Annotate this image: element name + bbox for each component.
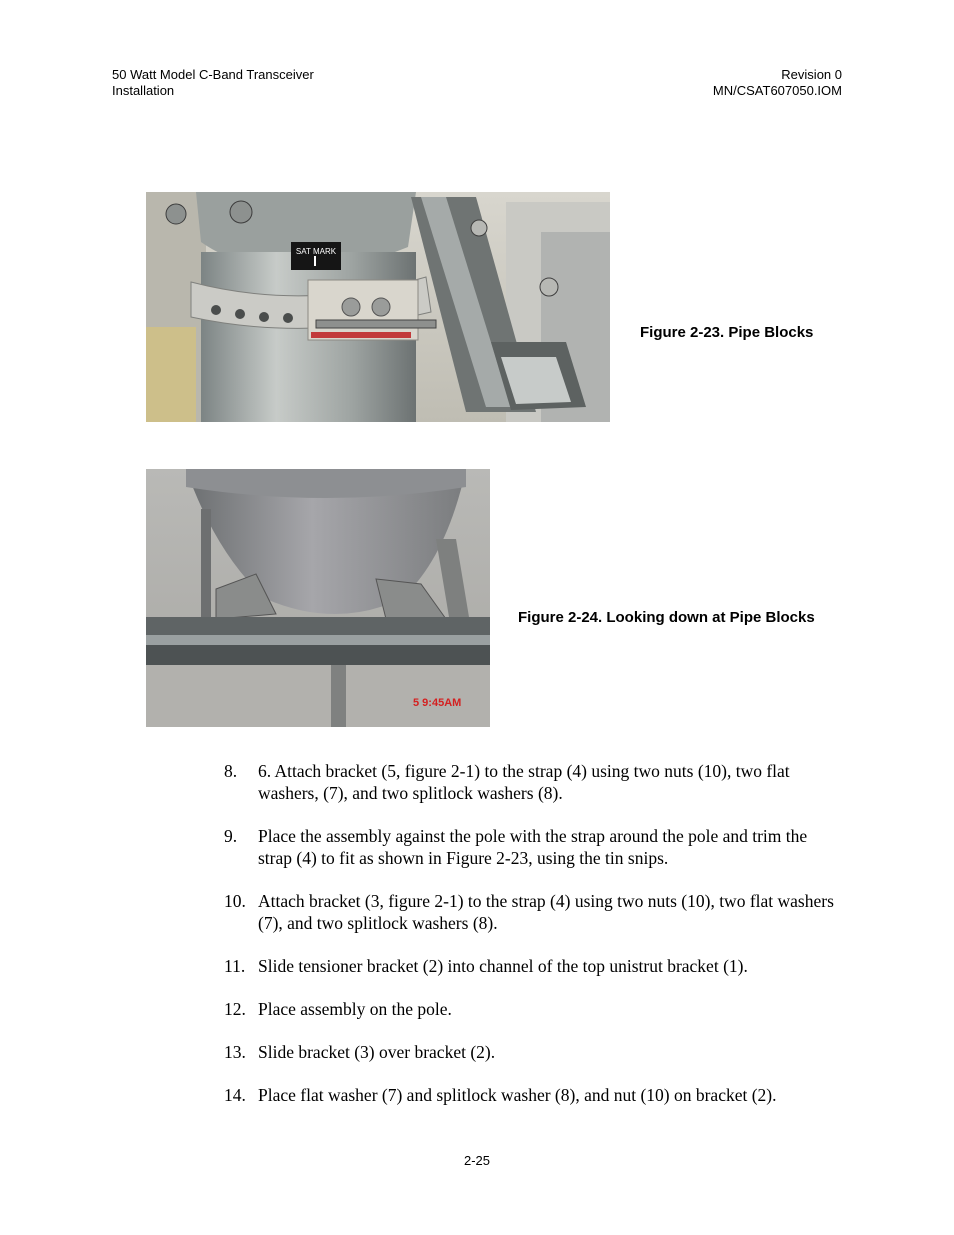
step-text: Place assembly on the pole. [258, 999, 452, 1019]
timestamp-label: 5 9:45AM [413, 697, 462, 709]
step-item [224, 1041, 844, 1063]
looking-down-photo [146, 469, 490, 727]
step-number: 8. [224, 761, 238, 781]
section-title: Installation [112, 83, 175, 98]
revision-label: Revision 0 [781, 67, 842, 82]
step-number: 12. [224, 999, 246, 1019]
step-text: Place the assembly against the pole with the strap around the pole and trim the strap (4) to fit as shown in Figure 2-23, using the tin snips. [258, 826, 808, 868]
step-number: 14. [224, 1085, 246, 1105]
step-item [224, 760, 844, 804]
header-right [713, 67, 842, 99]
step-number: 11. [224, 956, 246, 976]
step-text: Attach bracket (3, figure 2-1) to the strap (4) using two nuts (10), two flat washers (7), and two splitlock washers (8). [258, 891, 834, 933]
figure-2-24-caption: Figure 2-24. Looking down at Pipe Blocks [518, 609, 815, 626]
step-number: 9. [224, 826, 238, 846]
document-title: 50 Watt Model C-Band Transceiver [112, 67, 314, 82]
step-text: Slide bracket (3) over bracket (2). [258, 1042, 496, 1062]
step-item [224, 825, 844, 869]
figure-2-24-photo [146, 469, 490, 727]
step-item [224, 890, 844, 934]
step-text: Slide tensioner bracket (2) into channel of the top unistrut bracket (1). [258, 956, 748, 976]
step-item [224, 998, 844, 1020]
figure-2-23-caption: Figure 2-23. Pipe Blocks [640, 324, 814, 341]
figure-2-23-photo [146, 192, 610, 422]
sat-mark-label: SAT MARK [295, 247, 337, 256]
step-number: 10. [224, 891, 246, 911]
step-text: Place flat washer (7) and splitlock washer (8), and nut (10) on bracket (2). [258, 1085, 777, 1105]
pipe-blocks-photo [146, 192, 610, 422]
header-left [112, 67, 314, 99]
instruction-steps [224, 760, 844, 1127]
step-item [224, 1084, 844, 1106]
page-number: 2-25 [463, 1153, 491, 1168]
step-text: 6. Attach bracket (5, figure 2-1) to the strap (4) using two nuts (10), two flat washers, (7), and two splitlock washers (8). [258, 761, 790, 803]
step-number: 13. [224, 1042, 246, 1062]
step-item [224, 955, 844, 977]
document-number: MN/CSAT607050.IOM [712, 83, 842, 98]
